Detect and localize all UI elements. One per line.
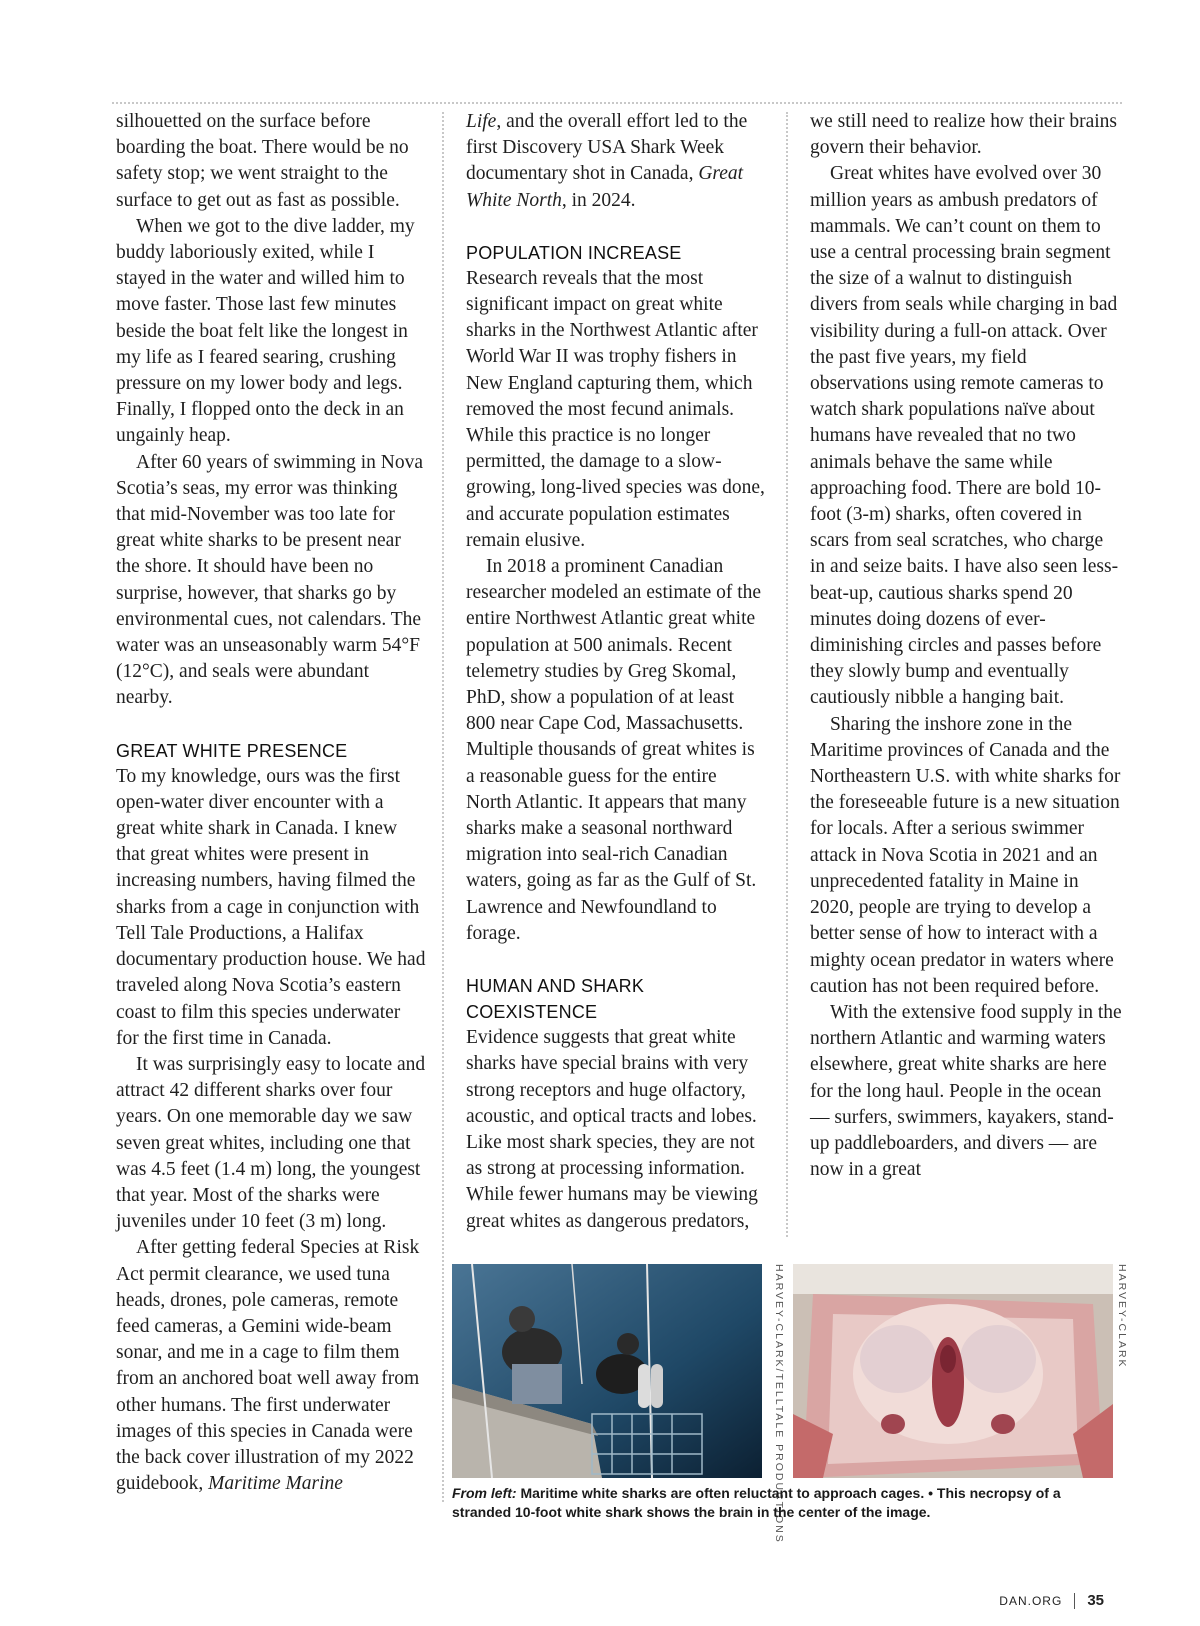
paragraph: Research reveals that the most significant impact on great white sharks in the Northwest Atlantic after World War II was trophy fishers in New England capturing them, which removed the most fecund animals. While this practice is no longer permitted, the damage to a slow-growing, long-lived species was done, and accurate population estimates remain elusive. xyxy=(466,267,765,551)
paragraph xyxy=(116,1235,426,1497)
column-divider xyxy=(786,112,788,1237)
paragraph: After 60 years of swimming in Nova Scotia’s seas, my error was thinking that mid-November was too late for great white sharks to be present near the shore. It should have been no surprise, however, that sharks go by environmental cues, not calendars. The water was an unseasonably warm 54°F (12°C), and seals were abundant nearby. xyxy=(116,451,424,709)
paragraph: It was surprisingly easy to locate and attract 42 different sharks over four years. On one memorable day we saw seven great whites, including one that was 4.5 feet (1.4 m) long, the youngest that year. Most of the sharks were juveniles under 10 feet (3 m) long. xyxy=(116,1053,426,1233)
top-dotted-rule xyxy=(112,102,1122,104)
cage-dive-photo xyxy=(452,1264,762,1478)
paragraph: Sharing the inshore zone in the Maritime provinces of Canada and the Northeastern U.S. with white sharks for the foreseeable future is a new situation for locals. After a serious swimmer attack in Nova Scotia in 2021 and an unprecedented fatality in Maine in 2020, people are trying to develop a better sense of how to interact with a mighty ocean predator in waters where caution has not been required before. xyxy=(810,713,1121,997)
cage-dive-illustration xyxy=(452,1264,762,1478)
paragraph: With the extensive food supply in the northern Atlantic and warming waters elsewhere, great white sharks are here for the long haul. People in the ocean — surfers, swimmers, kayakers, stand-up paddleboarders, and divers — are now in a great xyxy=(810,1001,1122,1181)
article-column-2 xyxy=(466,109,766,1235)
caption-text: Maritime white sharks are often reluctant to approach cages. • This necropsy of a stranded 10-foot white shark shows the brain in the center of the image. xyxy=(452,1485,1061,1520)
paragraph: To my knowledge, ours was the first open-water diver encounter with a great white shark in Canada. I knew that great whites were present in increasing numbers, having filmed the sharks from a cage in conjunction with Tell Tale Productions, a Halifax documentary production house. We had traveled along Nova Scotia’s eastern coast to film this species underwater for the first time in Canada. xyxy=(116,765,426,1049)
section-heading: GREAT WHITE PRESENCE xyxy=(116,740,348,761)
necropsy-photo xyxy=(793,1264,1113,1478)
necropsy-illustration xyxy=(793,1264,1113,1478)
paragraph: When we got to the dive ladder, my buddy laboriously exited, while I stayed in the water and willed him to move faster. Those last few minutes beside the boat felt like the longest in my life as I feared searing, crushing pressure on my lower body and legs. Finally, I flopped onto the deck in an ungainly heap. xyxy=(116,215,415,447)
article-column-3 xyxy=(810,109,1122,1183)
paragraph xyxy=(466,109,766,214)
paragraph: Great whites have evolved over 30 million years as ambush predators of mammals. We can’t count on them to use a central processing brain segment the size of a walnut to distinguish divers from seals while charging in bad visibility during a full-on attack. Over the past five years, my field observations using remote cameras to watch shark populations naïve about humans have revealed that no two animals behave the same while approaching food. There are bold 10-foot (3-m) sharks, often covered in scars from seal scratches, who charge in and seize baits. I have also seen less-beat-up, cautious sharks spend 20 minutes doing dozens of ever-diminishing circles and passes before they slowly bump and eventually cautiously nibble a hanging bait. xyxy=(810,163,1119,709)
book-title: Maritime Marine xyxy=(208,1473,343,1495)
page-number: 35 xyxy=(1087,1592,1104,1609)
paragraph: Evidence suggests that great white sharks have special brains with very strong receptors and huge olfactory, acoustic, and optical tracts and lobes. Like most shark species, they are not as strong at processing information. While fewer humans may be viewing great whites as dangerous predators, xyxy=(466,1027,758,1232)
section-heading: HUMAN AND SHARK COEXISTENCE xyxy=(466,976,645,1023)
paragraph-text: , in 2024. xyxy=(561,189,636,211)
book-title: Life xyxy=(466,111,497,132)
paragraph: In 2018 a prominent Canadian researcher modeled an estimate of the entire Northwest Atlantic great white population at 500 animals. Recent telemetry studies by Greg Skomal, PhD, show a population of at least 800 near Cape Cod, Massachusetts. Multiple thousands of great whites is a reasonable guess for the entire North Atlantic. It appears that many sharks make a seasonal northward migration into seal-rich Canadian waters, going as far as the Gulf of St. Lawrence and Newfoundland to forage. xyxy=(466,556,762,944)
photo-credit: HARVEY-CLARK xyxy=(1116,1264,1128,1369)
paragraph-text: After getting federal Species at Risk Act permit clearance, we used tuna heads, drones, pole cameras, remote feed cameras, a Gemini wide-beam sonar, and me in a cage to film them from an anchored boat well away from other humans. The first underwater images of this species in Canada were the back cover illustration of my 2022 guidebook, xyxy=(116,1237,420,1495)
paragraph: we still need to realize how their brains govern their behavior. xyxy=(810,111,1118,159)
caption-lead: From left: xyxy=(452,1485,517,1501)
documentary-title: Great White North xyxy=(466,163,744,211)
article-column-1 xyxy=(116,109,426,1497)
photo-credit: HARVEY-CLARK/TELLTALE PRODUCTIONS xyxy=(773,1264,785,1544)
section-heading: POPULATION INCREASE xyxy=(466,242,682,263)
footer-divider xyxy=(1074,1593,1075,1609)
paragraph-text: , and the overall effort led to the first Discovery USA Shark Week documentary shot in Canada, xyxy=(466,111,748,185)
column-divider xyxy=(442,112,444,1502)
page-footer xyxy=(999,1592,1104,1609)
paragraph: silhouetted on the surface before boarding the boat. There would be no safety stop; we went straight to the surface to get out as fast as possible. xyxy=(116,111,409,211)
photo-caption xyxy=(452,1484,1122,1522)
footer-site: DAN.ORG xyxy=(999,1593,1063,1608)
